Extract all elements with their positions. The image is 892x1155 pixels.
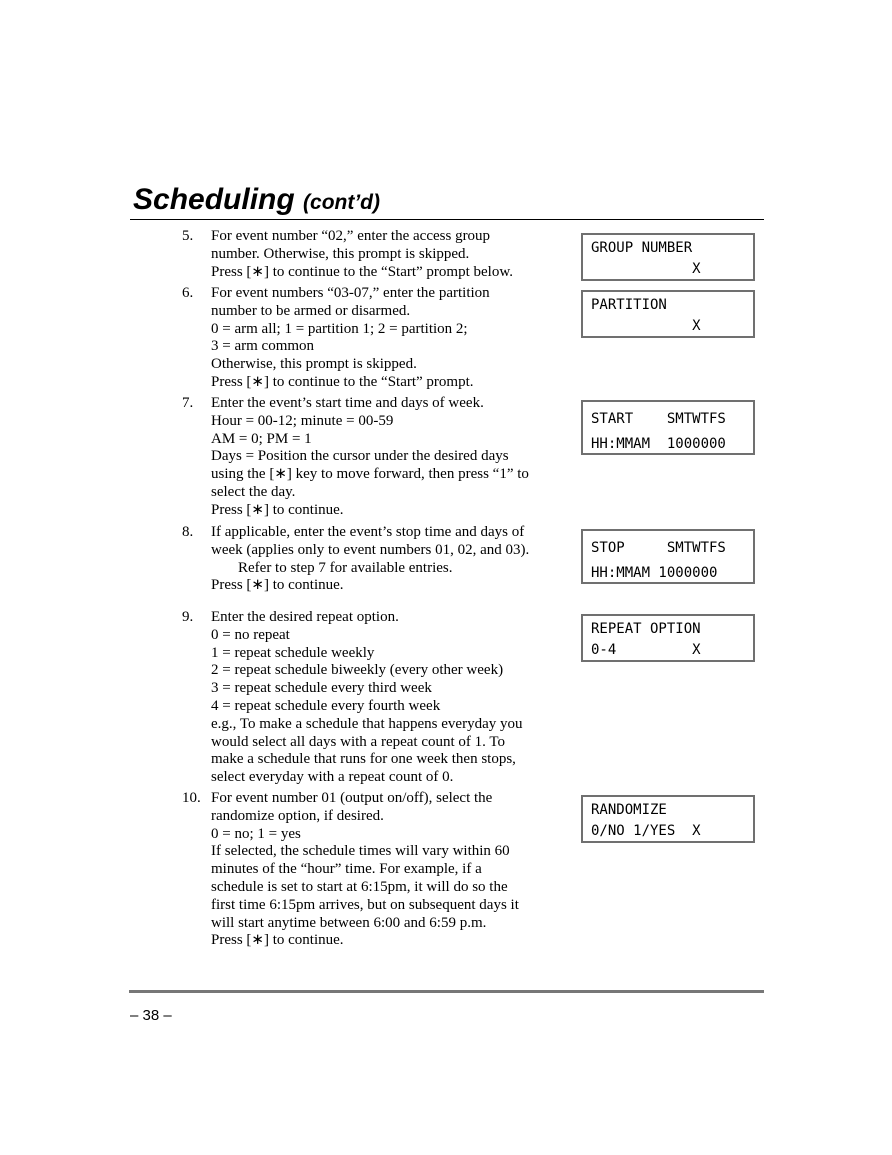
- step-line: For event number “02,” enter the access group: [211, 228, 491, 244]
- step-line: 3 = repeat schedule every third week: [211, 680, 432, 697]
- display-line-2: 0-4 X: [591, 642, 701, 658]
- step-number: 9.: [182, 609, 194, 625]
- display-line-1: START SMTWTFS: [591, 411, 726, 427]
- step-line: 2 = repeat schedule biweekly (every other week): [211, 662, 504, 679]
- display-line-1: RANDOMIZE: [591, 802, 667, 818]
- display-line-1: REPEAT OPTION: [591, 621, 701, 637]
- step-line: 0 = no repeat: [211, 626, 290, 643]
- step-line: 0 = arm all; 1 = partition 1; 2 = partition 2;: [211, 320, 468, 337]
- step-line: e.g., To make a schedule that happens everyday you: [211, 715, 523, 732]
- step-line: Days = Position the cursor under the desired days: [211, 448, 509, 465]
- page-title-suffix: (cont’d): [303, 191, 381, 214]
- step-text: [211, 524, 577, 595]
- page-number: – 38 –: [130, 1007, 172, 1024]
- step-line: will start anytime between 6:00 and 6:59 p.m.: [211, 914, 487, 931]
- step-10: [182, 790, 577, 950]
- step-line: Refer to step 7 for available entries.: [238, 559, 453, 576]
- step-line: Press [∗] to continue to the “Start” prompt.: [211, 373, 474, 390]
- step-line: select everyday with a repeat count of 0.: [211, 769, 454, 786]
- step-line: number. Otherwise, this prompt is skipped.: [211, 245, 470, 262]
- step-9: [182, 609, 577, 787]
- step-line: Press [∗] to continue.: [211, 501, 344, 518]
- step-text: [211, 395, 577, 520]
- step-line: minutes of the “hour” time. For example, if a: [211, 861, 482, 878]
- display-line-2: HH:MMAM 1000000: [591, 565, 718, 581]
- step-text: [211, 285, 577, 392]
- step-line: For event number 01 (output on/off), select the: [211, 790, 493, 806]
- display-line-1: PARTITION: [591, 297, 667, 313]
- step-line: Press [∗] to continue.: [211, 932, 344, 949]
- step-number: 8.: [182, 524, 194, 540]
- step-line: Enter the event’s start time and days of week.: [211, 395, 484, 411]
- title-divider: [130, 219, 764, 220]
- step-6: [182, 285, 577, 392]
- step-text: [211, 790, 577, 950]
- display-line-1: GROUP NUMBER: [591, 240, 693, 256]
- step-line: Hour = 00-12; minute = 00-59: [211, 412, 394, 429]
- step-line: 3 = arm common: [211, 338, 315, 355]
- step-8: [182, 524, 577, 595]
- step-text: [211, 228, 577, 281]
- step-line: randomize option, if desired.: [211, 807, 384, 824]
- step-line: Otherwise, this prompt is skipped.: [211, 356, 417, 373]
- page-title: [133, 182, 380, 221]
- display-line-2: X: [591, 261, 701, 277]
- display-group-number: [581, 233, 755, 281]
- step-line: 0 = no; 1 = yes: [211, 825, 301, 842]
- step-line: number to be armed or disarmed.: [211, 302, 411, 319]
- step-line: week (applies only to event numbers 01, 02, and 03).: [211, 541, 530, 558]
- display-line-2: HH:MMAM 1000000: [591, 436, 726, 452]
- step-number: 7.: [182, 395, 194, 411]
- step-line: would select all days with a repeat count of 1. To: [211, 733, 506, 750]
- display-randomize: [581, 795, 755, 843]
- display-line-1: STOP SMTWTFS: [591, 540, 726, 556]
- step-line: schedule is set to start at 6:15pm, it will do so the: [211, 878, 508, 895]
- step-line: If selected, the schedule times will vary within 60: [211, 843, 510, 860]
- display-repeat-option: [581, 614, 755, 662]
- step-line: select the day.: [211, 483, 296, 500]
- step-number: 5.: [182, 228, 194, 244]
- step-line: For event numbers “03-07,” enter the partition: [211, 285, 490, 301]
- step-line: using the [∗] key to move forward, then press “1” to: [211, 466, 529, 483]
- display-start: [581, 400, 755, 455]
- page-title-main: Scheduling: [133, 183, 295, 216]
- step-line: 4 = repeat schedule every fourth week: [211, 697, 441, 714]
- step-line: Press [∗] to continue.: [211, 577, 344, 594]
- step-text: [211, 609, 577, 787]
- footer-divider: [129, 990, 764, 993]
- display-line-2: X: [591, 318, 701, 334]
- step-line: If applicable, enter the event’s stop time and days of: [211, 524, 525, 540]
- display-line-2: 0/NO 1/YES X: [591, 823, 701, 839]
- step-line: AM = 0; PM = 1: [211, 430, 312, 447]
- display-stop: [581, 529, 755, 584]
- step-line: make a schedule that runs for one week then stops,: [211, 751, 516, 768]
- step-5: [182, 228, 577, 281]
- display-partition: [581, 290, 755, 338]
- step-line: first time 6:15pm arrives, but on subsequent days it: [211, 896, 519, 913]
- step-line: 1 = repeat schedule weekly: [211, 644, 375, 661]
- step-number: 10.: [182, 790, 201, 806]
- step-number: 6.: [182, 285, 194, 301]
- step-line: Press [∗] to continue to the “Start” prompt below.: [211, 263, 513, 280]
- step-line: Enter the desired repeat option.: [211, 609, 399, 625]
- step-7: [182, 395, 577, 520]
